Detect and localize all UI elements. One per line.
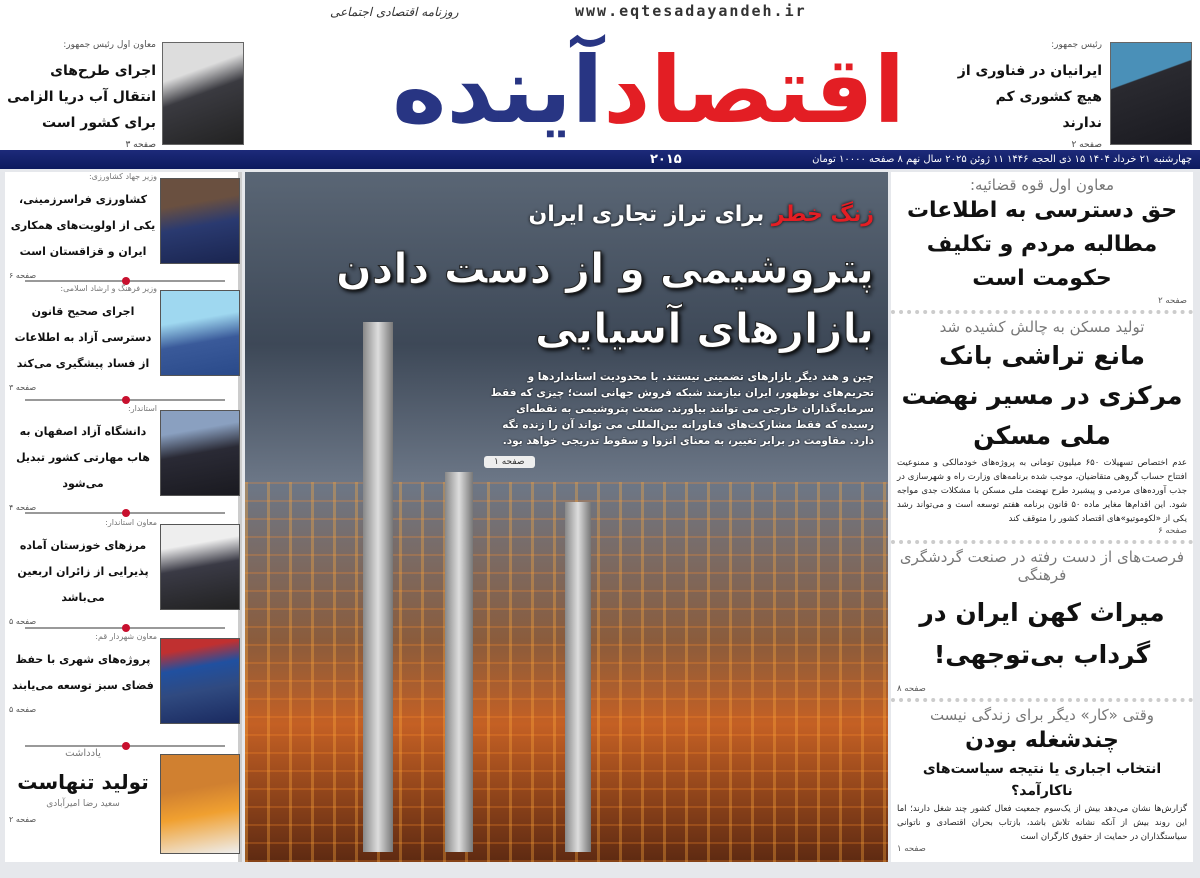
right-story[interactable] xyxy=(891,172,1193,314)
main-lead: چین و هند دیگر بازارهای تضمینی نیستند. با محدودیت استانداردها و تحریم‌های نوظهور، ایران نیازمند شبکه فروش جهانی است؛ چیزی که فقط سرمایه‌گذاران خارجی می توانند بیاورند. صنعت پتروشیمی به نقطه‌ای رسیده که فقط مشارکت‌های فناورانه بین‌المللی می تواند آن را زنده نگه دارد. مقاومت در برابر تغییر، به معنای انزوا و سقوط تدریجی خواهد بود. xyxy=(490,371,874,447)
story-photo xyxy=(160,638,240,724)
story-title: پروژه‌های شهری با حفظ فضای سبز توسعه می‌یابند xyxy=(12,653,154,692)
tagline: روزنامه اقتصادی اجتماعی xyxy=(330,5,459,19)
issue-date: چهارشنبه ۲۱ خرداد ۱۴۰۴ ۱۵ ذی الحجه ۱۴۴۶ ۱۱ ژوئن ۲۰۲۵ سال نهم ۸ صفحه ۱۰۰۰۰ تومان xyxy=(812,154,1192,165)
refinery-tower xyxy=(565,502,591,852)
teaser-kicker: معاون اول رئیس جمهور: xyxy=(63,40,156,50)
story-kicker: وقتی «کار» دیگر برای زندگی نیست xyxy=(929,706,1155,724)
story-title: دانشگاه آزاد اصفهان به هاب مهارتی کشور تبدیل می‌شود xyxy=(16,425,150,490)
story-page: صفحه ۵ xyxy=(9,705,37,714)
newspaper-logo xyxy=(305,35,905,147)
story-page: صفحه ۱ xyxy=(897,844,926,854)
teaser-page: صفحه ۳ xyxy=(125,140,156,150)
story-photo xyxy=(160,524,240,610)
story-kicker: وزیر فرهنگ و ارشاد اسلامی: xyxy=(60,284,157,293)
story-page: صفحه ۲ xyxy=(1158,296,1187,306)
main-kicker xyxy=(274,202,874,227)
opinion-author: سعید رضا امیرآبادی xyxy=(46,799,120,809)
issue-number: ۲۰۱۵ xyxy=(650,152,682,167)
story-page: صفحه ۵ xyxy=(9,617,37,626)
story-headline: حق دسترسی به اطلاعات مطالبه مردم و تکلیف حکومت است xyxy=(906,198,1178,291)
story-kicker: تولید مسکن به چالش کشیده شد xyxy=(939,318,1145,336)
story-kicker: فرصت‌های از دست رفته در صنعت گردشگری فرهنگی xyxy=(899,548,1185,584)
story-subhead: انتخاب اجباری یا نتیجه سیاست‌های ناکارآمد؟ xyxy=(922,761,1162,799)
right-story[interactable] xyxy=(891,314,1193,544)
divider xyxy=(25,280,225,282)
story-kicker: معاون اول قوه قضائیه: xyxy=(969,176,1115,194)
divider xyxy=(25,399,225,401)
story-headline: میراث کهن ایران در گرداب بی‌توجهی! xyxy=(919,598,1165,669)
story-photo xyxy=(160,290,240,376)
story-kicker: معاون استاندار: xyxy=(105,518,157,527)
right-story[interactable] xyxy=(891,702,1193,858)
divider xyxy=(25,627,225,629)
main-page-ref: صفحه ۱ xyxy=(484,456,535,468)
story-page: صفحه ۲ xyxy=(9,815,37,824)
teaser-president[interactable] xyxy=(952,40,1102,150)
story-page: صفحه ۳ xyxy=(9,383,37,392)
vice-president-photo xyxy=(162,42,244,145)
story-body: عدم اختصاص تسهیلات ۶۵۰ میلیون تومانی به پروژه‌های خودمالکی و ممنوعیت افتتاح حساب گروهی متقاضیان، موجب شده برنامه‌های وزارت راه و شهرسازی در جذب آورده‌های مردمی و پیشبرد طرح نهضت ملی مسکن با مشکلات جدی مواجه شود. این اقدام‌ها مغایر ماده ۵۰ قانون برنامه هفتم توسعه است و می‌تواند رشد یکی از «لکوموتیو»های اقتصاد کشور را متوقف کند xyxy=(897,458,1187,524)
teaser-page: صفحه ۲ xyxy=(1071,140,1102,150)
story-headline: چندشغله بودن xyxy=(965,728,1119,753)
left-column xyxy=(5,172,242,862)
masthead xyxy=(0,0,1200,150)
opinion-label: یادداشت xyxy=(65,748,101,759)
story-photo xyxy=(160,178,240,264)
kicker-red: زنگ خطر xyxy=(771,202,874,227)
story-title: کشاورزی فراسرزمینی، یکی از اولویت‌های همکاری ایران و قزاقستان است xyxy=(10,193,156,258)
refinery-tower xyxy=(445,472,473,852)
logo-red: اقتصاد xyxy=(603,37,905,144)
teaser-title: اجرای طرح‌های انتقال آب دریا الزامی برای کشور است xyxy=(7,63,156,131)
logo-blue: آینده xyxy=(392,37,604,144)
story-page: صفحه ۶ xyxy=(1158,526,1187,536)
story-title: مرزهای خوزستان آماده پذیرایی از زائران اربعین می‌باشد xyxy=(17,539,149,604)
story-page: صفحه ۶ xyxy=(9,271,37,280)
website-url[interactable]: www.eqtesadayandeh.ir xyxy=(575,2,807,20)
opinion-title: تولید تنهاست xyxy=(17,770,149,794)
main-headline-block xyxy=(274,202,874,468)
story-kicker: استاندار: xyxy=(128,404,157,413)
right-story[interactable] xyxy=(891,544,1193,702)
kicker-rest: برای تراز تجاری ایران xyxy=(528,202,765,227)
story-kicker: وزیر جهاد کشاورزی: xyxy=(88,172,157,181)
story-body: گزارش‌ها نشان می‌دهد بیش از یک‌سوم جمعیت فعال کشور چند شغل دارند؛ اما این روند بیش از آنکه نشانه تلاش باشد، بازتاب بحران اقتصادی و ناتوانی سیاستگذاران در حمایت از حقوق کارگران است xyxy=(897,804,1187,842)
main-headline: پتروشیمی و از دست دادن بازارهای آسیایی xyxy=(335,244,874,353)
date-bar xyxy=(0,150,1200,169)
divider xyxy=(25,512,225,514)
teaser-title: ایرانیان در فناوری از هیچ کشوری کم ندارند xyxy=(957,63,1102,131)
teaser-vice-president[interactable] xyxy=(6,40,156,150)
story-kicker: معاون شهردار قم: xyxy=(95,632,157,641)
story-photo xyxy=(160,410,240,496)
main-story[interactable] xyxy=(245,172,888,862)
president-photo xyxy=(1110,42,1192,145)
teaser-kicker: رئیس جمهور: xyxy=(1051,40,1102,50)
divider xyxy=(25,745,225,747)
story-page: صفحه ۴ xyxy=(9,503,37,512)
story-headline: مانع تراشی بانک مرکزی در مسیر نهضت ملی مسکن xyxy=(901,341,1183,450)
right-column xyxy=(891,172,1193,862)
author-photo xyxy=(160,754,240,854)
story-page: صفحه ۸ xyxy=(897,684,926,694)
story-title: اجرای صحیح قانون دسترسی آزاد به اطلاعات از فساد پیشگیری می‌کند xyxy=(14,305,152,370)
